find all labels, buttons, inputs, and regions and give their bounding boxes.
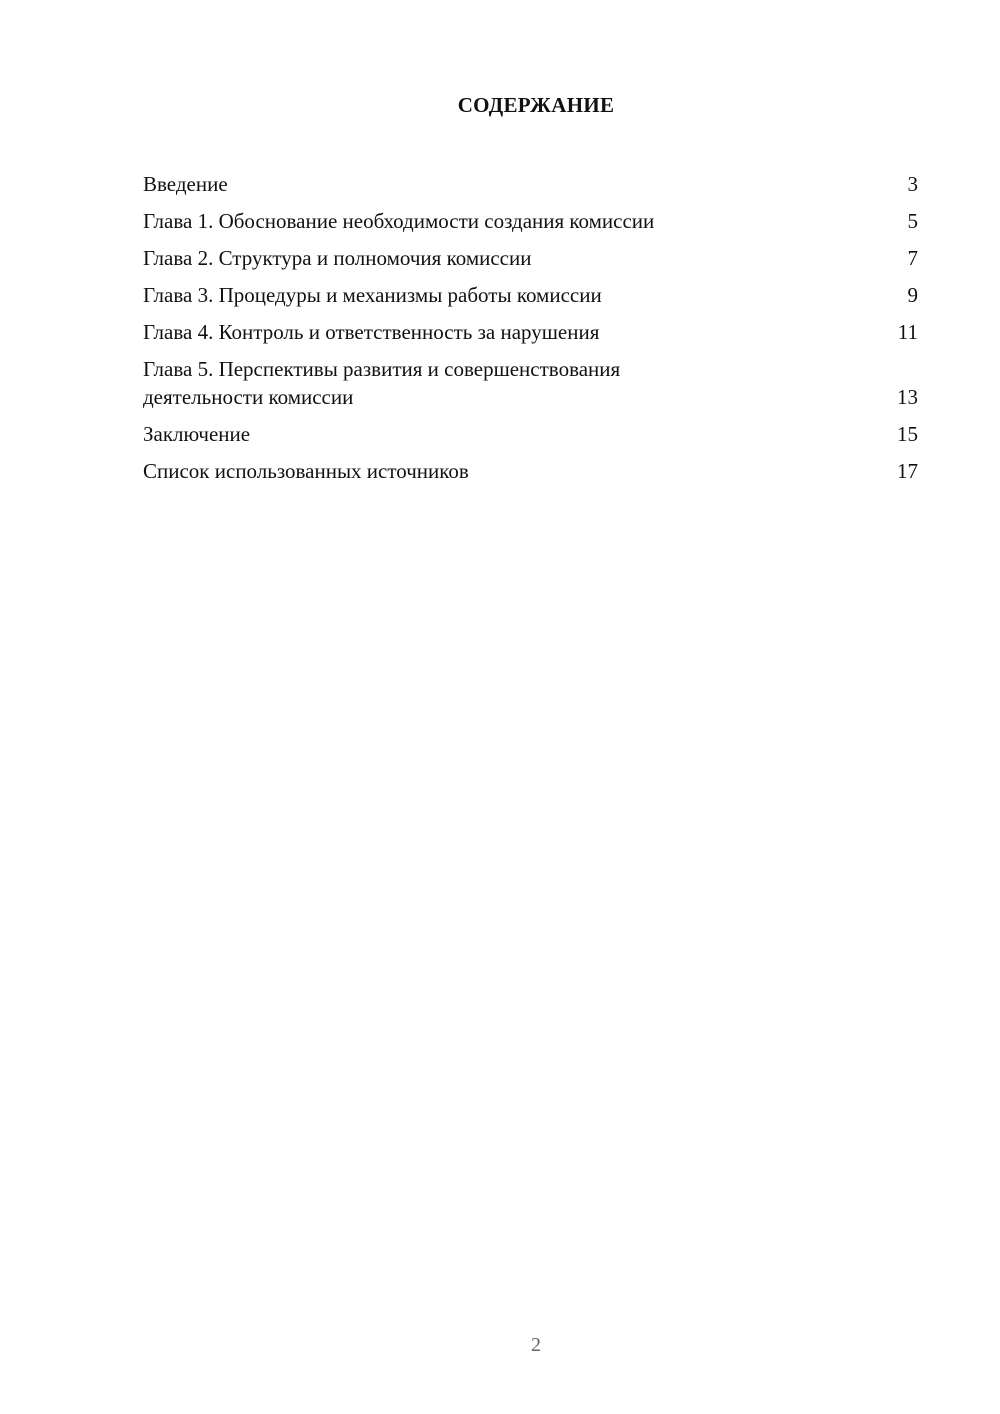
toc-entry-title: Глава 1. Обоснование необходимости создания комиссии (143, 209, 655, 233)
toc-heading: СОДЕРЖАНИЕ (457, 93, 615, 117)
toc-entry-page: 5 (907, 209, 918, 233)
toc-entry-title: Список использованных источников (143, 459, 469, 483)
toc-entry-page: 9 (907, 283, 918, 307)
page-number: 2 (531, 1334, 541, 1356)
toc-entry-title: Глава 2. Структура и полномочия комиссии (143, 246, 532, 270)
toc-entry-references (143, 457, 918, 485)
toc-entry-chapter-1 (143, 207, 918, 235)
toc-entry-conclusion (143, 420, 918, 448)
toc-entry-title: Введение (143, 172, 228, 196)
toc-entry-page: 3 (907, 172, 918, 196)
toc-entry-page: 13 (897, 385, 918, 409)
toc-entry-page: 17 (897, 459, 918, 483)
toc-entry-title: Глава 4. Контроль и ответственность за нарушения (143, 320, 600, 344)
toc-entry-title: Заключение (143, 422, 251, 446)
toc-entry-chapter-2 (143, 244, 918, 272)
table-of-contents (143, 170, 918, 494)
toc-entry-page: 11 (897, 320, 918, 344)
toc-entry-chapter-3 (143, 281, 918, 309)
toc-entry-title: Глава 3. Процедуры и механизмы работы комиссии (143, 283, 602, 307)
toc-entry-page: 7 (907, 246, 918, 270)
toc-entry-title: Глава 5. Перспективы развития и совершенствования деятельности комиссии (143, 357, 621, 409)
toc-entry-chapter-4 (143, 318, 918, 346)
toc-entry-chapter-5 (143, 355, 918, 411)
toc-entry-page: 15 (897, 422, 918, 446)
toc-entry-introduction (143, 170, 918, 198)
